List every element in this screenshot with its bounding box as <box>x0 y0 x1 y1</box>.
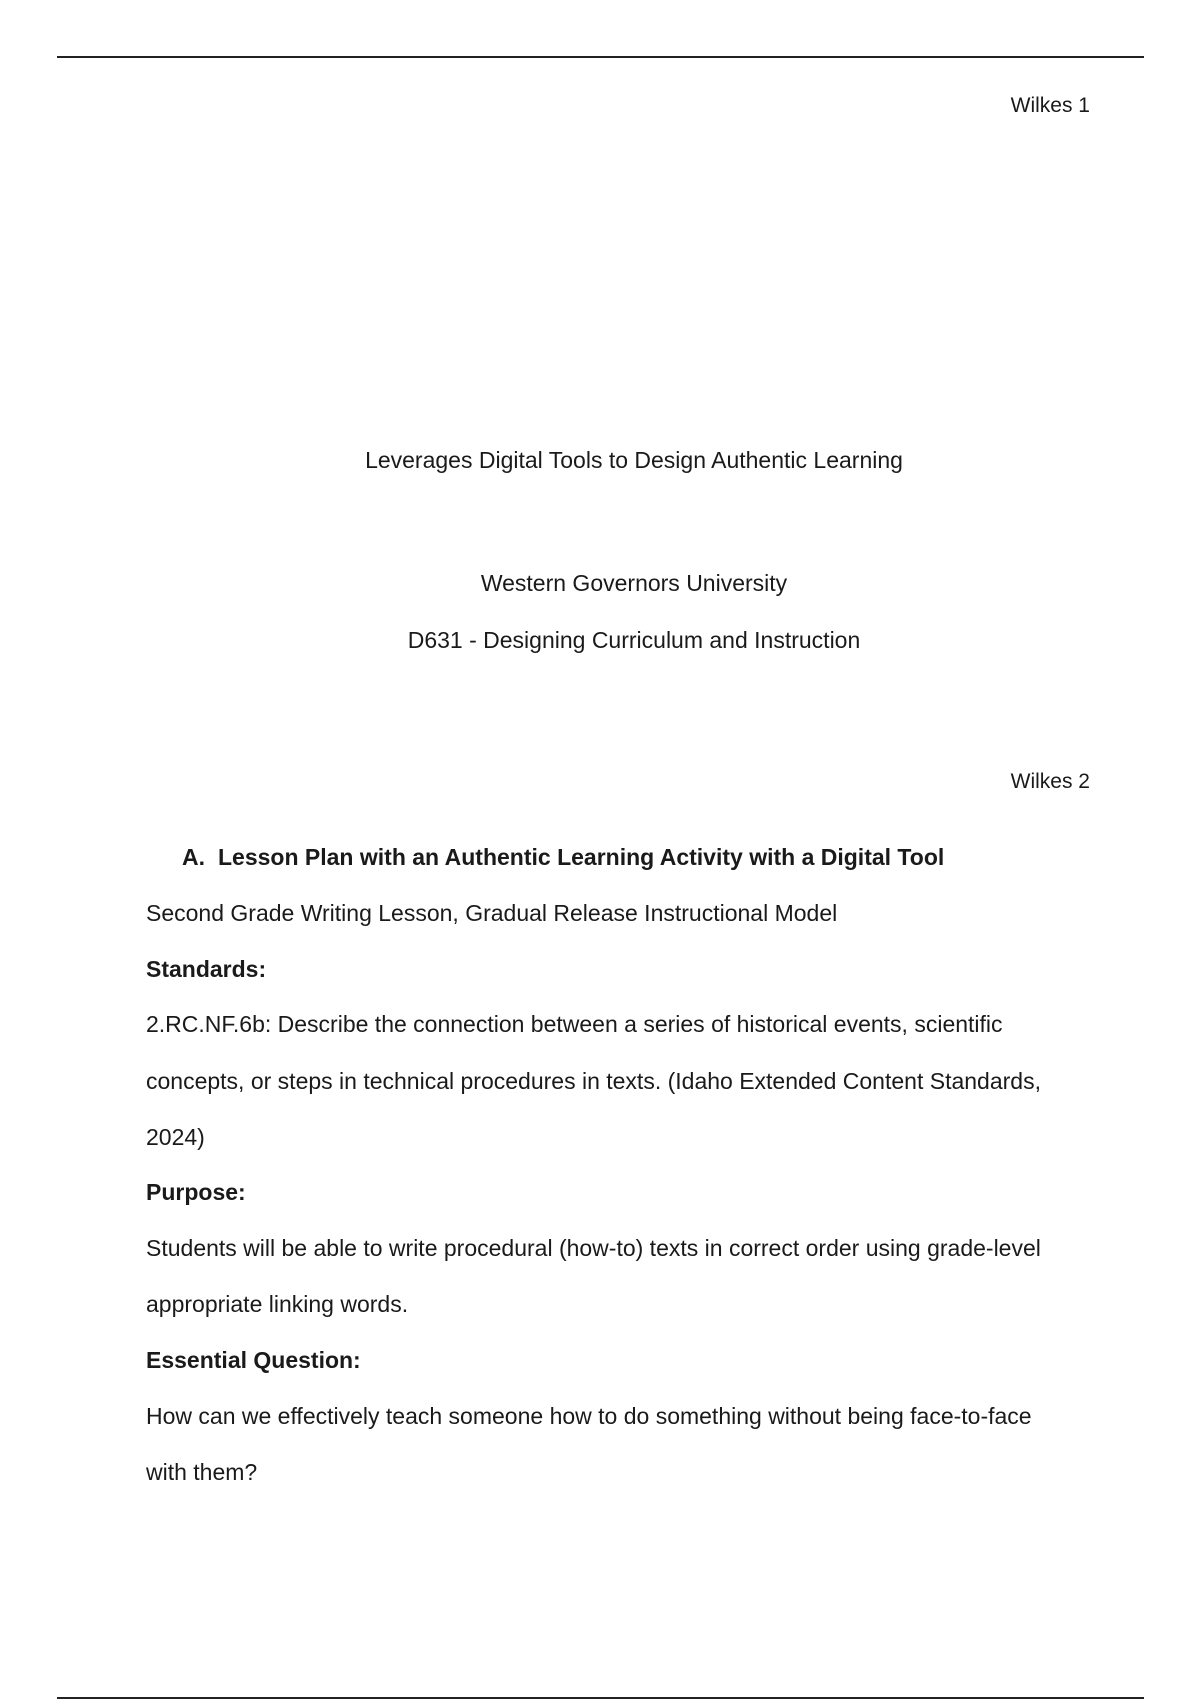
section-marker: A. <box>182 844 205 870</box>
section-heading-text: Lesson Plan with an Authentic Learning Activity with a Digital Tool <box>218 844 945 870</box>
essential-question-label: Essential Question: <box>146 1347 361 1373</box>
purpose-line: appropriate linking words. <box>146 1291 409 1317</box>
standards-line: 2.RC.NF.6b: Describe the connection between a series of historical events, scientific <box>146 1011 1003 1037</box>
page-2-running-header: Wilkes 2 <box>1010 770 1090 793</box>
essential-question-line: with them? <box>146 1459 258 1485</box>
section-a-heading <box>182 843 944 871</box>
standards-label: Standards: <box>146 956 267 982</box>
standards-line: 2024) <box>146 1124 205 1150</box>
essential-question-line: How can we effectively teach someone how to do something without being face-to-face <box>146 1403 1032 1429</box>
page-1-running-header: Wilkes 1 <box>1010 94 1090 117</box>
document-title: Leverages Digital Tools to Design Authentic Learning <box>365 447 903 473</box>
top-page-divider <box>57 56 1144 58</box>
institution-name: Western Governors University <box>480 570 788 596</box>
purpose-label: Purpose: <box>146 1179 246 1205</box>
bottom-page-divider <box>57 1697 1144 1699</box>
purpose-line: Students will be able to write procedural (how-to) texts in correct order using grade-level <box>146 1235 1041 1261</box>
lesson-subtitle: Second Grade Writing Lesson, Gradual Release Instructional Model <box>146 900 838 926</box>
course-name: D631 - Designing Curriculum and Instruction <box>407 627 861 653</box>
standards-line: concepts, or steps in technical procedures in texts. (Idaho Extended Content Standards, <box>146 1068 1041 1094</box>
